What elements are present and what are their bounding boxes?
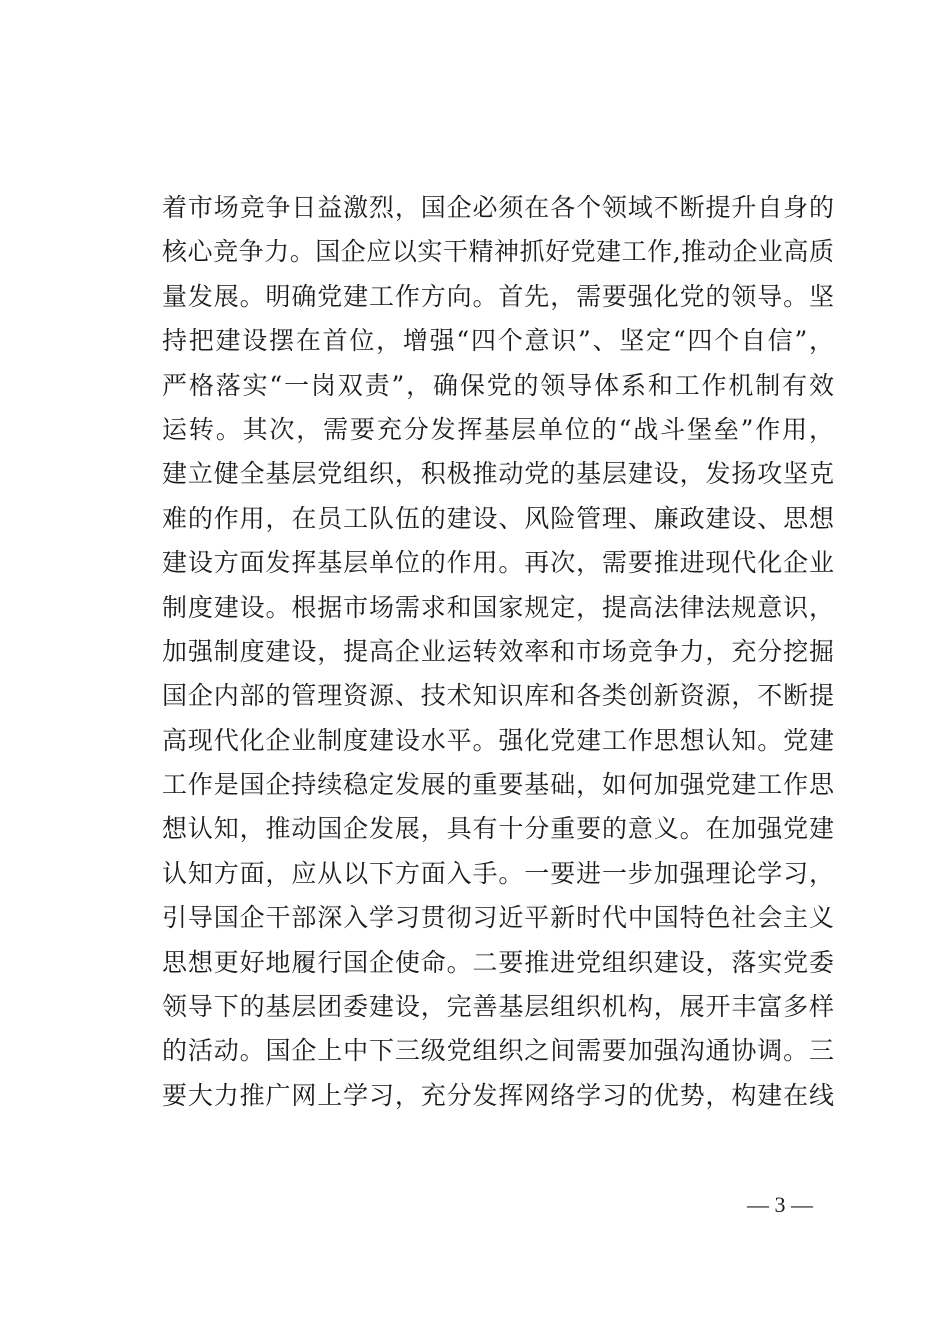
text-line: 运转。其次，需要充分发挥基层单位的“战斗堡垒”作用，	[162, 414, 834, 444]
text-line: 领导下的基层团委建设，完善基层组织机构，展开丰富多样	[162, 992, 834, 1022]
text-line: 量发展。明确党建工作方向。首先，需要强化党的领导。坚	[162, 281, 834, 311]
text-line: 高现代化企业制度建设水平。强化党建工作思想认知。党建	[162, 725, 834, 755]
text-line: 工作是国企持续稳定发展的重要基础，如何加强党建工作思	[162, 770, 834, 800]
text-line: 制度建设。根据市场需求和国家规定，提高法律法规意识，	[162, 592, 834, 622]
text-line: 核心竞争力。国企应以实干精神抓好党建工作,推动企业高质	[162, 237, 834, 267]
text-line: 认知方面，应从以下方面入手。一要进一步加强理论学习，	[162, 858, 834, 888]
text-line: 建设方面发挥基层单位的作用。再次，需要推进现代化企业	[162, 548, 834, 578]
text-line: 建立健全基层党组织，积极推动党的基层建设，发扬攻坚克	[162, 459, 834, 489]
text-line: 着市场竞争日益激烈，国企必须在各个领域不断提升自身的	[162, 193, 834, 222]
text-line: 持把建设摆在首位，增强“四个意识”、坚定“四个自信”，	[162, 326, 834, 356]
text-line: 严格落实“一岗双责”，确保党的领导体系和工作机制有效	[162, 370, 834, 400]
text-line: 的活动。国企上中下三级党组织之间需要加强沟通协调。三	[162, 1036, 834, 1066]
body-text	[162, 186, 834, 1118]
text-line: 要大力推广网上学习，充分发挥网络学习的优势，构建在线	[162, 1080, 834, 1110]
text-line: 引导国企干部深入学习贯彻习近平新时代中国特色社会主义	[162, 903, 834, 933]
text-line: 想认知，推动国企发展，具有十分重要的意义。在加强党建	[162, 814, 834, 844]
text-line: 思想更好地履行国企使命。二要推进党组织建设，落实党委	[162, 947, 834, 977]
text-line: 加强制度建设，提高企业运转效率和市场竞争力，充分挖掘	[162, 636, 834, 666]
page-number: — 3 —	[747, 1192, 813, 1217]
text-line: 国企内部的管理资源、技术知识库和各类创新资源，不断提	[162, 681, 834, 711]
text-line: 难的作用，在员工队伍的建设、风险管理、廉政建设、思想	[162, 503, 834, 533]
